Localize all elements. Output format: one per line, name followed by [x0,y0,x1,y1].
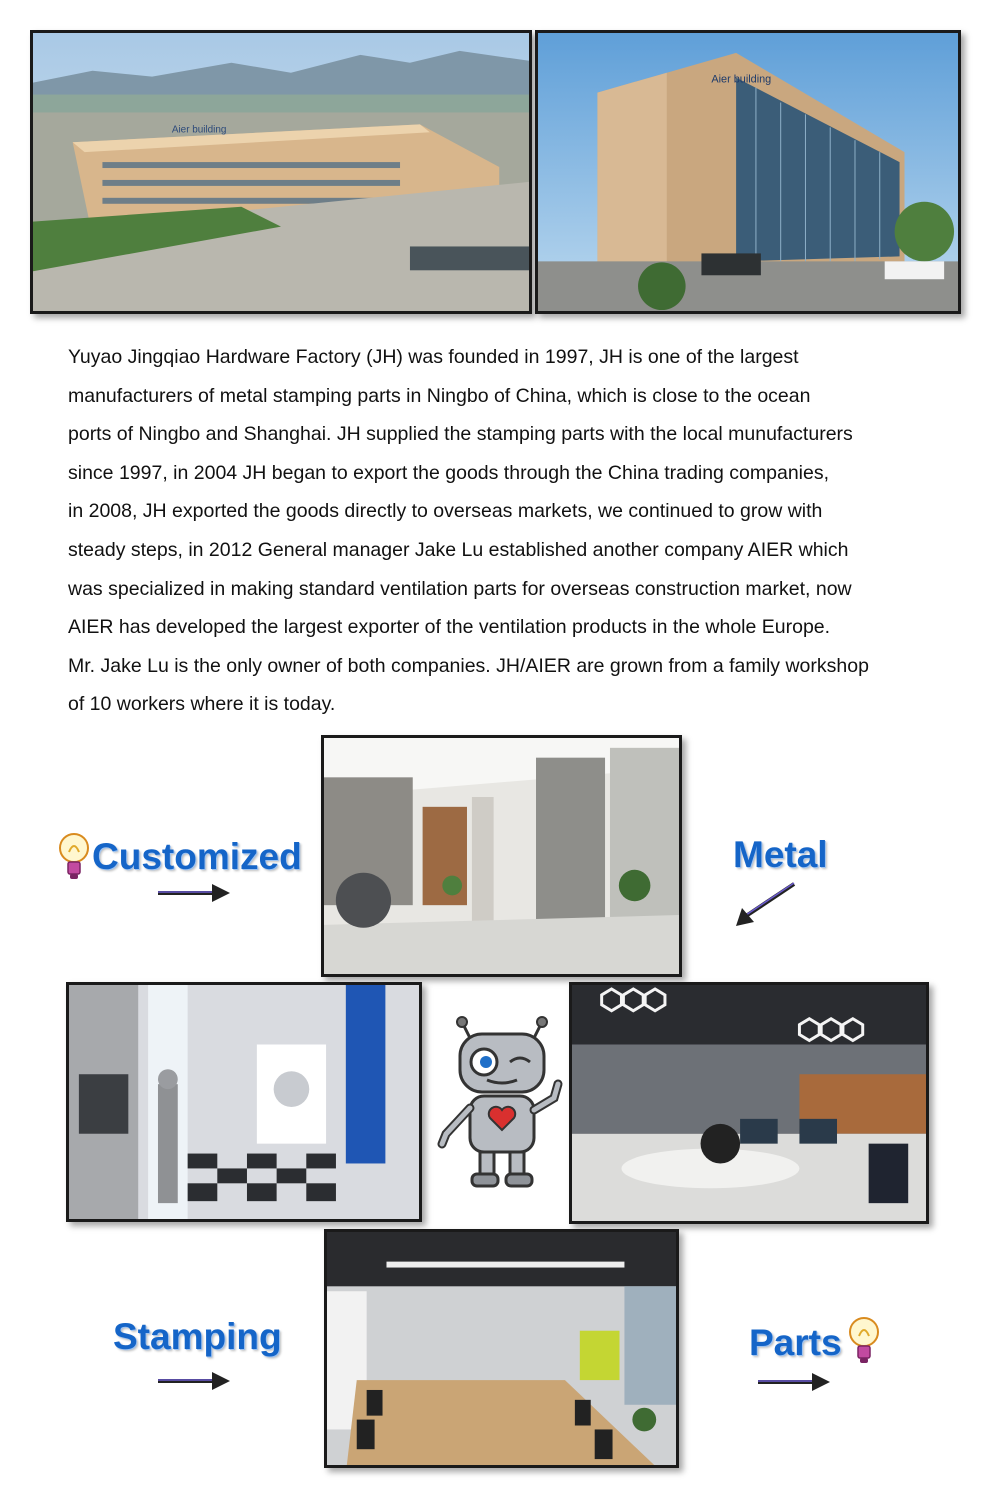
intro-line: AIER has developed the largest exporter of the ventilation products in the whole Europe. [68,616,831,639]
intro-line: Mr. Jake Lu is the only owner of both companies. JH/AIER are grown from a family workshop [68,654,869,677]
intro-line: of 10 workers where it is today. [68,693,336,716]
keyword-metal: Metal [733,834,828,875]
arrow-icon [156,882,232,904]
intro-line: in 2008, JH exported the goods directly to overseas markets, we continued to grow with [68,500,823,523]
company-intro [68,338,978,724]
robot-mascot-icon [432,1012,572,1192]
meeting-room-photo [324,1229,679,1468]
showroom-photo [66,982,422,1222]
intro-line: ports of Ningbo and Shanghai. JH supplied the stamping parts with the local munufacturers [68,423,853,446]
keyword-parts: Parts [749,1322,842,1363]
lightbulb-icon [58,832,90,884]
keyword-stamping: Stamping [113,1316,282,1357]
arrow-icon [756,1371,832,1393]
office-building-photo [535,30,961,314]
intro-line: manufacturers of metal stamping parts in Ningbo of China, which is close to the ocean [68,384,811,407]
intro-line: since 1997, in 2004 JH began to export the goods through the China trading companies, [68,461,830,484]
building-logo: Aier building [711,73,772,86]
factory-aerial-photo [30,30,532,314]
arrow-icon [732,880,796,928]
office-floor-photo [569,982,929,1224]
lobby-photo [321,735,682,977]
intro-line: Yuyao Jingqiao Hardware Factory (JH) was founded in 1997, JH is one of the largest [68,346,799,368]
keyword-customized: Customized [92,836,302,877]
lightbulb-icon [848,1316,880,1368]
arrow-icon [156,1370,232,1392]
building-sign: Aier building [171,124,227,136]
intro-line: was specialized in making standard ventilation parts for overseas construction market, now [68,577,852,600]
intro-line: steady steps, in 2012 General manager Jake Lu established another company AIER which [68,538,849,561]
